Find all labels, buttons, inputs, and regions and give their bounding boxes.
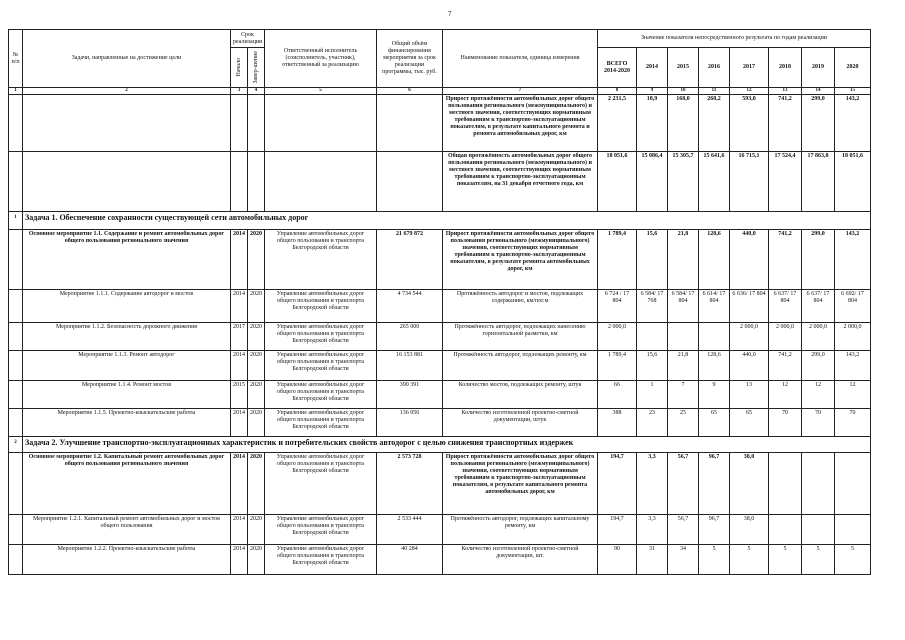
funding-cell: 4 734 544 [377, 290, 443, 323]
value-cell: 2 000,0 [802, 323, 835, 351]
end-year: 2020 [248, 323, 265, 351]
measure-name: Мероприятие 1.1.5. Проектно-изыскательские работы [23, 409, 231, 437]
col-number: 15 [835, 88, 871, 95]
value-cell [769, 515, 802, 545]
start-year: 2014 [231, 351, 248, 381]
header-year: 2020 [835, 48, 871, 88]
value-cell: 2 000,0 [730, 323, 769, 351]
value-cell: 90 [598, 545, 637, 575]
value-cell [835, 453, 871, 515]
start-year: 2014 [231, 453, 248, 515]
measure-name: Основное мероприятие 1.1. Содержание и ремонт автомобильных дорог общего пользования регионального значения [23, 230, 231, 290]
value-cell: 128,6 [699, 351, 730, 381]
value-cell: 16 715,1 [730, 152, 769, 212]
col-number: 9 [637, 88, 668, 95]
value-cell: 6 637/ 17 804 [769, 290, 802, 323]
executor-cell: Управление автомобильных дорог общего пользования и транспорта Белгородской области [265, 545, 377, 575]
end-year: 2020 [248, 515, 265, 545]
value-cell: 7 [668, 381, 699, 409]
value-cell: 15,6 [637, 230, 668, 290]
value-cell: 15 305,7 [668, 152, 699, 212]
value-cell: 65 [730, 409, 769, 437]
funding-cell: 390 391 [377, 381, 443, 409]
header-year: 2019 [802, 48, 835, 88]
indicator-cell: Количество мостов, подлежащих ремонту, штук [443, 381, 598, 409]
value-cell: 143,2 [835, 351, 871, 381]
funding-cell: 40 284 [377, 545, 443, 575]
table-row [9, 381, 871, 409]
value-cell: 66 [598, 381, 637, 409]
value-cell: 194,7 [598, 453, 637, 515]
task-title: Задача 1. Обеспечение сохранности существующей сети автомобильных дорог [23, 212, 871, 230]
indicator-cell: Общая протяжённость автомобильных дорог общего пользования регионального (межмуниципального) и местного значения, соответствующих нормативным требованиям к транспортно-эксплуатационным показателям, на 31 декабря отчетного года, км [443, 152, 598, 212]
value-cell: 2 231,5 [598, 95, 637, 152]
executor-cell: Управление автомобильных дорог общего пользования и транспорта Белгородской области [265, 381, 377, 409]
value-cell: 21,8 [668, 230, 699, 290]
value-cell: 34 [668, 545, 699, 575]
value-cell: 3,3 [637, 453, 668, 515]
executor-cell: Управление автомобильных дорог общего пользования и транспорта Белгородской области [265, 230, 377, 290]
indicator-cell: Прирост протяжённости автомобильных дорог общего пользования регионального (межмуниципального) значения, соответствующих нормативным требованиям к транспортно-эксплуатационным показателям, в результате капитального ремонта автомобильных дорог, км [443, 453, 598, 515]
executor-cell: Управление автомобильных дорог общего пользования и транспорта Белгородской области [265, 409, 377, 437]
header-funding: Общий объём финансирования мероприятия за срок реализации программы, тыс. руб. [377, 30, 443, 88]
executor-cell: Управление автомобильных дорог общего пользования и транспорта Белгородской области [265, 290, 377, 323]
indicator-cell: Протяжённость автодорог, подлежащих нанесению горизонтальной разметки, км [443, 323, 598, 351]
col-number: 8 [598, 88, 637, 95]
col-number: 10 [668, 88, 699, 95]
executor-cell: Управление автомобильных дорог общего пользования и транспорта Белгородской области [265, 323, 377, 351]
value-cell: 38,0 [730, 515, 769, 545]
funding-cell: 21 679 872 [377, 230, 443, 290]
funding-cell: 136 056 [377, 409, 443, 437]
measure-name: Мероприятие 1.1.2. Безопасность дорожного движения [23, 323, 231, 351]
value-cell: 593,0 [730, 95, 769, 152]
indicator-cell: Протяжённость автодорог и мостов, подлежащих содержанию, км/пог.м [443, 290, 598, 323]
value-cell: 12 [802, 381, 835, 409]
header-term: Срок реализации [231, 30, 265, 48]
value-cell: 299,0 [802, 95, 835, 152]
measure-name: Мероприятие 1.1.4. Ремонт мостов [23, 381, 231, 409]
end-year: 2020 [248, 290, 265, 323]
value-cell: 5 [699, 545, 730, 575]
value-cell: 56,7 [668, 453, 699, 515]
col-number: 3 [231, 88, 248, 95]
value-cell: 143,2 [835, 230, 871, 290]
executor-cell: Управление автомобильных дорог общего пользования и транспорта Белгородской области [265, 453, 377, 515]
start-year: 2017 [231, 323, 248, 351]
value-cell: 741,2 [769, 351, 802, 381]
value-cell [802, 453, 835, 515]
value-cell: 6 584/ 17 804 [668, 290, 699, 323]
value-cell: 2 000,0 [835, 323, 871, 351]
header-year: 2015 [668, 48, 699, 88]
value-cell [668, 323, 699, 351]
value-cell: 299,0 [802, 230, 835, 290]
value-cell: 25 [668, 409, 699, 437]
end-year: 2020 [248, 409, 265, 437]
value-cell: 440,0 [730, 351, 769, 381]
column-numbers-row [9, 88, 871, 95]
indicator-cell: Количество изготовленной проектно-сметной документации, штук [443, 409, 598, 437]
value-cell: 18,9 [637, 95, 668, 152]
value-cell: 18 051,6 [835, 152, 871, 212]
value-cell: 18 051,6 [598, 152, 637, 212]
col-number: 7 [443, 88, 598, 95]
measure-name: Основное мероприятие 1.2. Капитальный ремонт автомобильных дорог общего пользования регионального значения [23, 453, 231, 515]
col-number: 11 [699, 88, 730, 95]
value-cell: 15,6 [637, 351, 668, 381]
indicator-cell: Прирост протяжённости автомобильных дорог общего пользования регионального (межмуниципального) значения, соответствующих нормативным требованиям к транспортно-эксплуатационным показателям, в результате ремонта автомобильных дорог, км [443, 230, 598, 290]
table-row [9, 351, 871, 381]
value-cell: 9 [699, 381, 730, 409]
measure-name: Мероприятие 1.2.2. Проектно-изыскательские работы [23, 545, 231, 575]
end-year: 2020 [248, 381, 265, 409]
value-cell: 15 641,6 [699, 152, 730, 212]
col-number: 4 [248, 88, 265, 95]
value-cell: 194,7 [598, 515, 637, 545]
value-cell: 440,0 [730, 230, 769, 290]
funding-cell: 265 000 [377, 323, 443, 351]
value-cell: 12 [835, 381, 871, 409]
value-cell: 96,7 [699, 515, 730, 545]
value-cell: 6 614/ 17 804 [699, 290, 730, 323]
col-number: 1 [9, 88, 23, 95]
value-cell [769, 453, 802, 515]
measure-name: Мероприятие 1.2.1. Капитальный ремонт автомобильных дорог и мостов общего пользования [23, 515, 231, 545]
page-number: 7 [448, 10, 452, 18]
indicator-cell: Протяжённость автодорог, подлежащих ремонту, км [443, 351, 598, 381]
value-cell: 70 [835, 409, 871, 437]
value-cell: 6 692/ 17 804 [835, 290, 871, 323]
header-year: 2018 [769, 48, 802, 88]
task-number: 1 [9, 212, 23, 230]
end-year: 2020 [248, 351, 265, 381]
start-year: 2015 [231, 381, 248, 409]
value-cell: 1 789,4 [598, 230, 637, 290]
task-title: Задача 2. Улучшение транспортно-эксплуатационных характеристик и потребительских свойств автодорог с целью снижения транспортных издержек [23, 437, 871, 453]
value-cell: 741,2 [769, 95, 802, 152]
value-cell: 65 [699, 409, 730, 437]
header-tasks: Задачи, направленные на достижение цели [23, 30, 231, 88]
value-cell: 5 [730, 545, 769, 575]
value-cell: 1 789,4 [598, 351, 637, 381]
start-year: 2014 [231, 515, 248, 545]
value-cell: 168,0 [668, 95, 699, 152]
value-cell: 2 000,0 [598, 323, 637, 351]
col-number: 2 [23, 88, 231, 95]
executor-cell: Управление автомобильных дорог общего пользования и транспорта Белгородской области [265, 351, 377, 381]
value-cell: 128,6 [699, 230, 730, 290]
table-row [9, 230, 871, 290]
end-year: 2020 [248, 453, 265, 515]
header-values-title: Значение показателя непосредственного результата по годам реализации [598, 30, 871, 48]
value-cell: 5 [835, 545, 871, 575]
col-number: 6 [377, 88, 443, 95]
value-cell: 6 636/ 17 804 [730, 290, 769, 323]
funding-cell: 16 153 881 [377, 351, 443, 381]
start-year: 2014 [231, 230, 248, 290]
value-cell: 15 086,4 [637, 152, 668, 212]
indicator-cell: Прирост протяжённости автомобильных дорог общего пользования регионального (межмуниципального) и местного значения, соответствующих нормативным требованиям к транспортно-эксплуатационным показателям, в результате капитального ремонта и ремонта автомобильных дорог, км [443, 95, 598, 152]
value-cell: 143,2 [835, 95, 871, 152]
header-total: ВСЕГО 2014-2020 [598, 48, 637, 88]
value-cell [835, 515, 871, 545]
start-year: 2014 [231, 545, 248, 575]
end-year: 2020 [248, 545, 265, 575]
col-number: 12 [730, 88, 769, 95]
value-cell: 6 724 / 17 804 [598, 290, 637, 323]
table-row [9, 515, 871, 545]
task-row [9, 212, 871, 230]
value-cell [699, 323, 730, 351]
value-cell: 3,3 [637, 515, 668, 545]
table-row [9, 409, 871, 437]
value-cell: 12 [769, 381, 802, 409]
header-year: 2016 [699, 48, 730, 88]
value-cell: 70 [802, 409, 835, 437]
start-year: 2014 [231, 290, 248, 323]
value-cell: 17 863,8 [802, 152, 835, 212]
col-number: 5 [265, 88, 377, 95]
table-row [9, 453, 871, 515]
header-executor: Ответственный исполнитель (соисполнитель, участник), ответственный за реализацию [265, 30, 377, 88]
header-year: 2014 [637, 48, 668, 88]
value-cell: 13 [730, 381, 769, 409]
value-cell: 5 [769, 545, 802, 575]
value-cell: 299,0 [802, 351, 835, 381]
measure-name: Мероприятие 1.1.1. Содержание автодорог и мостов [23, 290, 231, 323]
indicator-cell: Количество изготовленной проектно-сметной документации, шт. [443, 545, 598, 575]
header-indicator: Наименование показателя, единица измерения [443, 30, 598, 88]
header-num: № п/п [9, 30, 23, 88]
value-cell: 23 [637, 409, 668, 437]
col-number: 13 [769, 88, 802, 95]
value-cell: 6 584/ 17 768 [637, 290, 668, 323]
value-cell: 5 [802, 545, 835, 575]
funding-cell: 2 573 728 [377, 453, 443, 515]
header-start: Начало [231, 48, 248, 88]
executor-cell: Управление автомобильных дорог общего пользования и транспорта Белгородской области [265, 515, 377, 545]
table-row [9, 152, 871, 212]
value-cell: 741,2 [769, 230, 802, 290]
header-end: Завер-шение [248, 48, 265, 88]
start-year: 2014 [231, 409, 248, 437]
task-row [9, 437, 871, 453]
value-cell: 268,2 [699, 95, 730, 152]
value-cell: 96,7 [699, 453, 730, 515]
col-number: 14 [802, 88, 835, 95]
value-cell: 21,8 [668, 351, 699, 381]
table-row [9, 290, 871, 323]
table-row [9, 323, 871, 351]
value-cell: 1 [637, 381, 668, 409]
value-cell: 6 637/ 17 804 [802, 290, 835, 323]
value-cell [802, 515, 835, 545]
value-cell: 17 524,4 [769, 152, 802, 212]
value-cell: 38,0 [730, 453, 769, 515]
end-year: 2020 [248, 230, 265, 290]
table-row [9, 95, 871, 152]
table-row [9, 545, 871, 575]
value-cell: 388 [598, 409, 637, 437]
header-year: 2017 [730, 48, 769, 88]
value-cell: 56,7 [668, 515, 699, 545]
value-cell: 70 [769, 409, 802, 437]
indicator-cell: Протяжённость автодорог, подлежащих капитальному ремонту, км [443, 515, 598, 545]
funding-cell: 2 533 444 [377, 515, 443, 545]
value-cell: 31 [637, 545, 668, 575]
value-cell: 2 000,0 [769, 323, 802, 351]
measure-name: Мероприятие 1.1.3. Ремонт автодорог [23, 351, 231, 381]
value-cell [637, 323, 668, 351]
task-number: 2 [9, 437, 23, 453]
program-table [8, 29, 871, 575]
